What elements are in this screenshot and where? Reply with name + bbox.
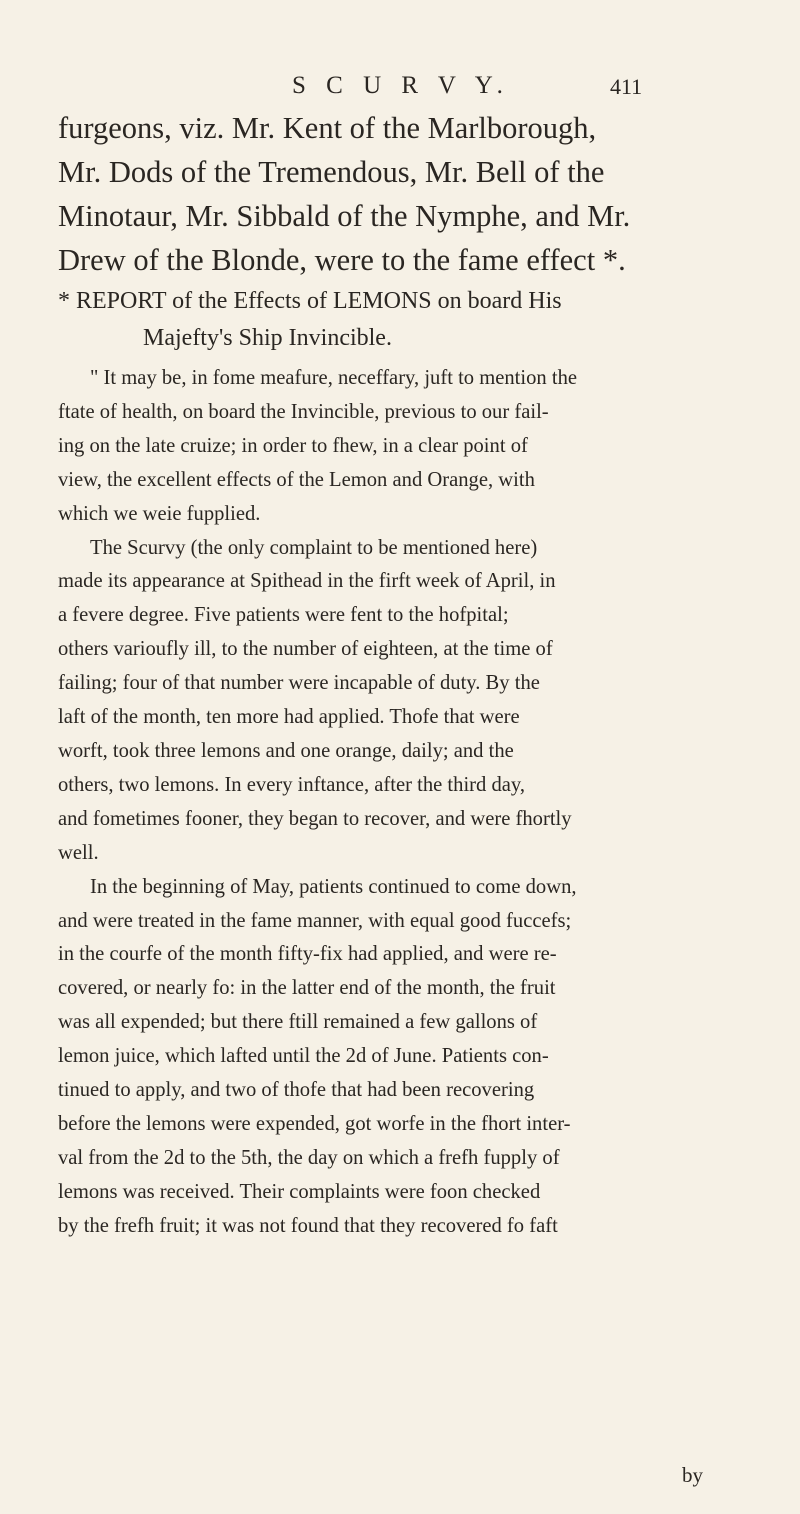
report-heading-line: * REPORT of the Effects of LEMONS on board His <box>58 288 562 314</box>
report-heading <box>58 283 758 357</box>
lead-paragraph <box>58 106 748 282</box>
text-line: The Scurvy (the only complaint to be mentioned here) <box>90 536 538 559</box>
text-line: before the lemons were expended, got worfe in the fhort inter- <box>58 1112 571 1135</box>
text-line: covered, or nearly fo: in the latter end of the month, the fruit <box>58 977 556 1000</box>
page-number: 411 <box>610 74 643 99</box>
text-line: " It may be, in fome meafure, neceffary, juft to mention the <box>90 367 578 389</box>
text-line: laft of the month, ten more had applied. Thofe that were <box>58 706 520 729</box>
text-line: and fometimes fooner, they began to recover, and were fhortly <box>58 807 572 830</box>
text-line: ftate of health, on board the Invincible, previous to our fail- <box>58 400 549 423</box>
text-line: failing; four of that number were incapable of duty. By the <box>58 672 540 695</box>
text-line: a fevere degree. Five patients were fent to the hofpital; <box>58 604 509 627</box>
text-line: others varioufly ill, to the number of eighteen, at the time of <box>58 638 553 661</box>
text-line: which we weie fupplied. <box>58 502 261 525</box>
text-line: others, two lemons. In every inftance, after the third day, <box>58 773 526 796</box>
text-line: view, the excellent effects of the Lemon and Orange, with <box>58 468 535 491</box>
text-line: Mr. Dods of the Tremendous, Mr. Bell of the <box>58 155 605 189</box>
report-heading-line: Majefty's Ship Invincible. <box>143 325 392 351</box>
text-line: by the frefh fruit; it was not found that they recovered fo faft <box>58 1214 558 1237</box>
catchword: by <box>682 1463 703 1487</box>
text-line: lemon juice, which lafted until the 2d of June. Patients con- <box>58 1045 549 1068</box>
text-line: val from the 2d to the 5th, the day on which a frefh fupply of <box>58 1146 560 1169</box>
running-head <box>0 68 800 108</box>
text-line: In the beginning of May, patients continued to come down, <box>90 875 577 898</box>
report-body <box>58 362 758 1244</box>
text-line: made its appearance at Spithead in the firft week of April, in <box>58 570 556 593</box>
text-line: and were treated in the fame manner, with equal good fuccefs; <box>58 909 572 932</box>
text-line: well. <box>58 841 99 864</box>
text-line: Minotaur, Mr. Sibbald of the Nymphe, and Mr. <box>58 199 631 233</box>
text-line: worft, took three lemons and one orange, daily; and the <box>58 739 514 762</box>
text-line: tinued to apply, and two of thofe that had been recovering <box>58 1079 535 1102</box>
text-line: ing on the late cruize; in order to fhew, in a clear point of <box>58 434 528 457</box>
text-line: Drew of the Blonde, were to the fame effect *. <box>58 243 626 277</box>
running-title: S C U R V Y. <box>292 72 510 99</box>
text-line: lemons was received. Their complaints were foon checked <box>58 1180 541 1203</box>
text-line: was all expended; but there ftill remained a few gallons of <box>58 1011 538 1034</box>
text-line: in the courfe of the month fifty-fix had applied, and were re- <box>58 943 557 966</box>
text-line: furgeons, viz. Mr. Kent of the Marlborough, <box>58 111 597 145</box>
